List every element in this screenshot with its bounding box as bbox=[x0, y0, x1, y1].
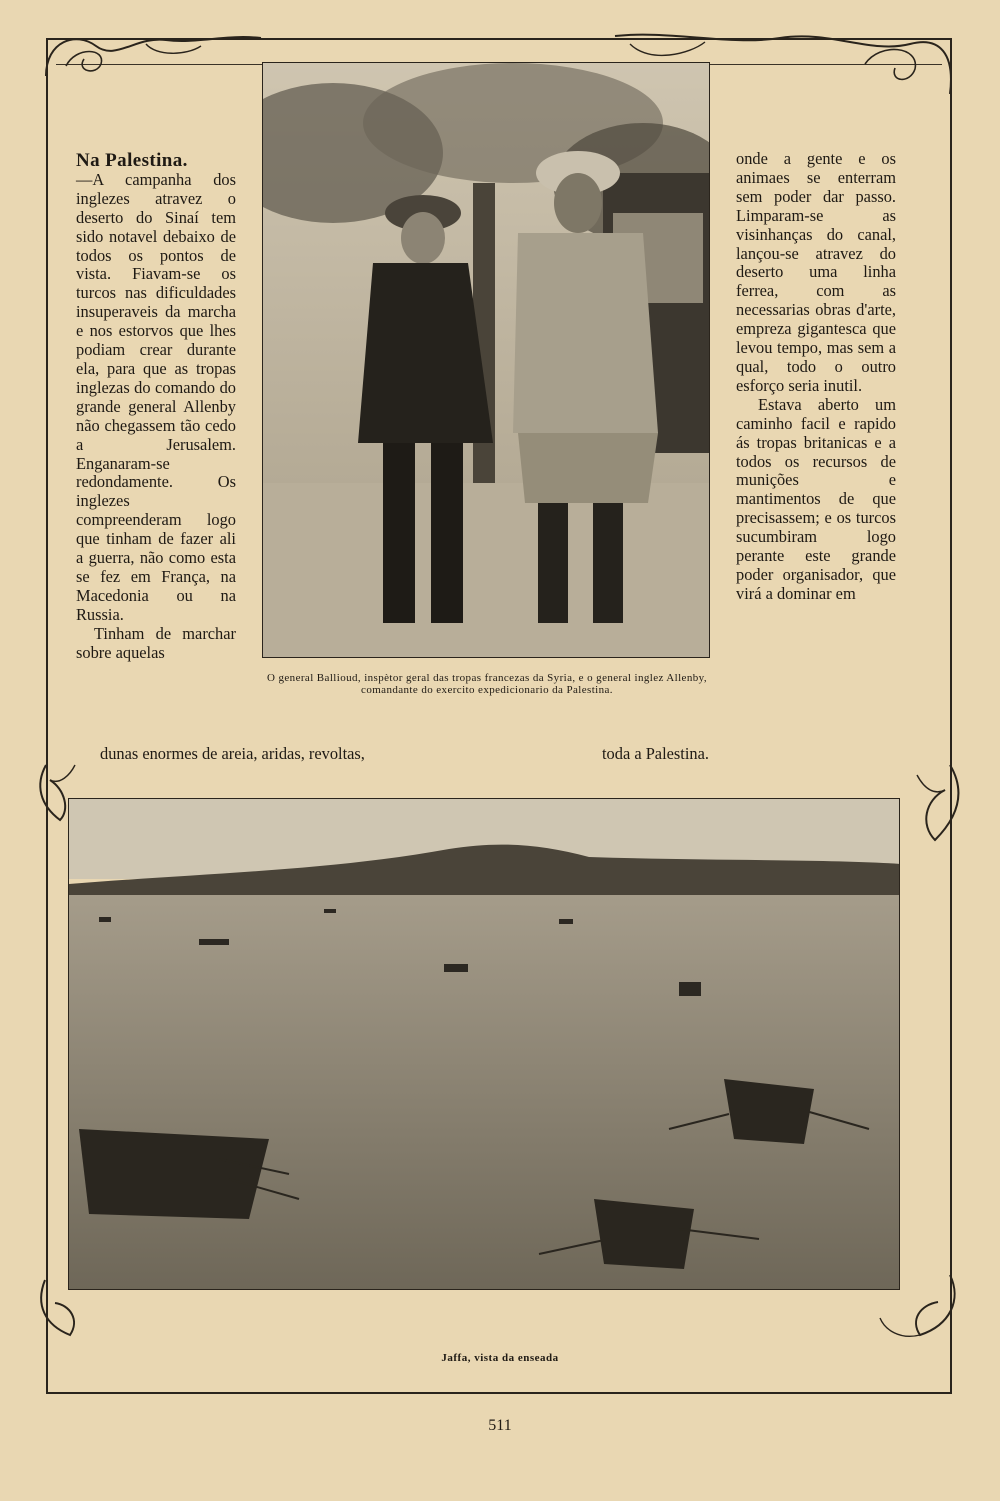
generals-photo-image bbox=[263, 63, 710, 658]
photo-generals bbox=[262, 62, 710, 658]
bottom-line-right: toda a Palestina. bbox=[602, 744, 709, 763]
right-paragraph-2: Estava aberto um caminho facil e rapido ás tropas britanicas e a todos os recursos de munições e mantimentos de que precisassem; e os turcos sucumbiram logo perante este grande poder organisador, que virá a dominar em bbox=[736, 394, 896, 603]
jaffa-photo-image bbox=[69, 799, 900, 1290]
left-paragraph-1: —A campanha dos inglezes atravez o deserto do Sinaí tem sido notavel debaixo de todos os pontos de vista. Fiavam-se os turcos nas dificuldades insuperaveis da marcha e nos estorvos que lhes podiam crear durante ela, para que as tropas inglezas do comando do grande general Allenby não chegassem tão cedo a Jerusalem. Enganaram-se redondamente. Os inglezes compreenderam logo que tinham de fazer ali a guerra, não como esta se fez em França, na Macedonia ou na Russia. bbox=[76, 169, 236, 624]
right-paragraph-1: onde a gente e os animaes se enterram sem poder dar passo. Limparam-se as visinhanças do canal, lançou-se atravez do deserto uma linha ferrea, com as necessarias obras d'arte, empreza gigantesca que levou tempo, mas sem a qual, todo o outro esforço seria inutil. bbox=[736, 149, 896, 395]
right-column bbox=[736, 150, 896, 604]
side-ornament-right bbox=[895, 760, 970, 850]
left-paragraph-2: Tinham de marchar sobre aquelas bbox=[76, 623, 236, 662]
corner-ornament-top-left bbox=[36, 26, 266, 86]
jaffa-caption: Jaffa, vista da enseada bbox=[441, 1352, 559, 1364]
generals-caption: O general Ballioud, inspètor geral das tropas francezas da Syria, e o general inglez Allenby, comandante do exercito expedicionario da Palestina. bbox=[267, 672, 707, 696]
bottom-line-left: dunas enormes de areia, aridas, revoltas, bbox=[100, 744, 365, 763]
left-column bbox=[76, 152, 236, 662]
page-number: 511 bbox=[488, 1417, 512, 1434]
photo-jaffa bbox=[68, 798, 900, 1290]
article-heading: Na Palestina. bbox=[76, 150, 188, 171]
